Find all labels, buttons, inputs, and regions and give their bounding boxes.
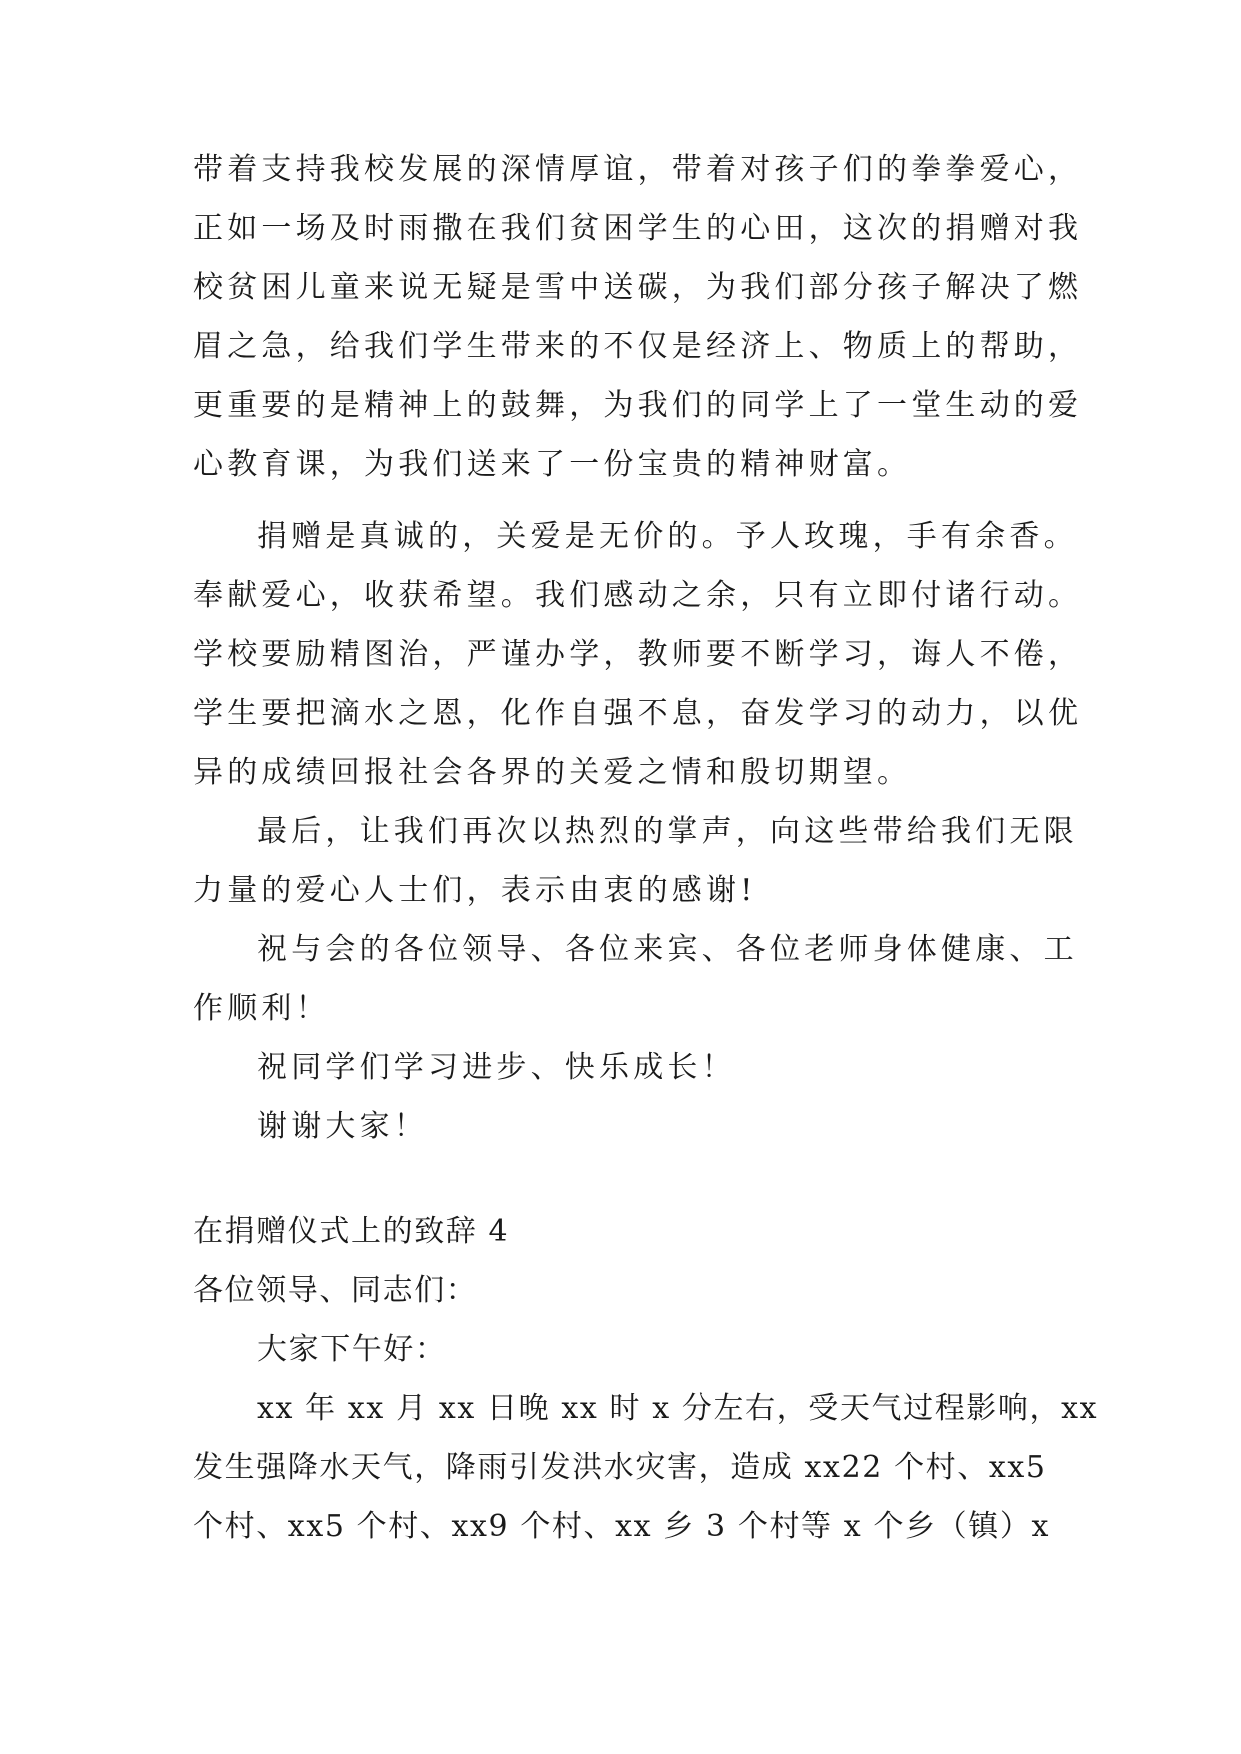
- text-line: 心教育课，为我们送来了一份宝贵的精神财富。: [193, 447, 912, 482]
- text-line: 祝同学们学习进步、快乐成长！: [257, 1050, 736, 1085]
- text-line: 奉献爱心，收获希望。我们感动之余，只有立即付诸行动。: [193, 578, 1083, 613]
- text-line: 更重要的是精神上的鼓舞，为我们的同学上了一堂生动的爱: [193, 388, 1083, 423]
- text-line: 眉之急，给我们学生带来的不仅是经济上、物质上的帮助，: [193, 329, 1083, 364]
- text-line: 最后，让我们再次以热烈的掌声，向这些带给我们无限: [257, 814, 1078, 849]
- text-line: 带着支持我校发展的深情厚谊，带着对孩子们的拳拳爱心，: [193, 152, 1083, 187]
- salutation: 各位领导、同志们：: [193, 1273, 478, 1308]
- text-line: xx 年 xx 月 xx 日晚 xx 时 x 分左右，受天气过程影响，xx: [257, 1391, 1099, 1426]
- text-line: 发生强降水天气，降雨引发洪水灾害，造成 xx22 个村、xx5: [193, 1450, 1047, 1485]
- greeting: 大家下午好：: [257, 1332, 447, 1367]
- text-line: 祝与会的各位领导、各位来宾、各位老师身体健康、工: [257, 932, 1078, 967]
- section-title: 在捐赠仪式上的致辞 4: [193, 1214, 510, 1249]
- text-line: 正如一场及时雨撒在我们贫困学生的心田，这次的捐赠对我: [193, 211, 1083, 246]
- text-line: 个村、xx5 个村、xx9 个村、xx 乡 3 个村等 x 个乡（镇）x: [193, 1509, 1050, 1544]
- text-line: 学生要把滴水之恩，化作自强不息，奋发学习的动力，以优: [193, 696, 1083, 731]
- text-line: 校贫困儿童来说无疑是雪中送碳，为我们部分孩子解决了燃: [193, 270, 1083, 305]
- text-line: 作顺利！: [193, 991, 330, 1026]
- text-line: 捐赠是真诚的，关爱是无价的。予人玫瑰，手有余香。: [257, 519, 1078, 554]
- text-line: 异的成绩回报社会各界的关爱之情和殷切期望。: [193, 755, 912, 790]
- text-line: 力量的爱心人士们，表示由衷的感谢!: [193, 873, 757, 908]
- text-line: 学校要励精图治，严谨办学，教师要不断学习，诲人不倦，: [193, 637, 1083, 672]
- text-line: 谢谢大家！: [257, 1109, 428, 1144]
